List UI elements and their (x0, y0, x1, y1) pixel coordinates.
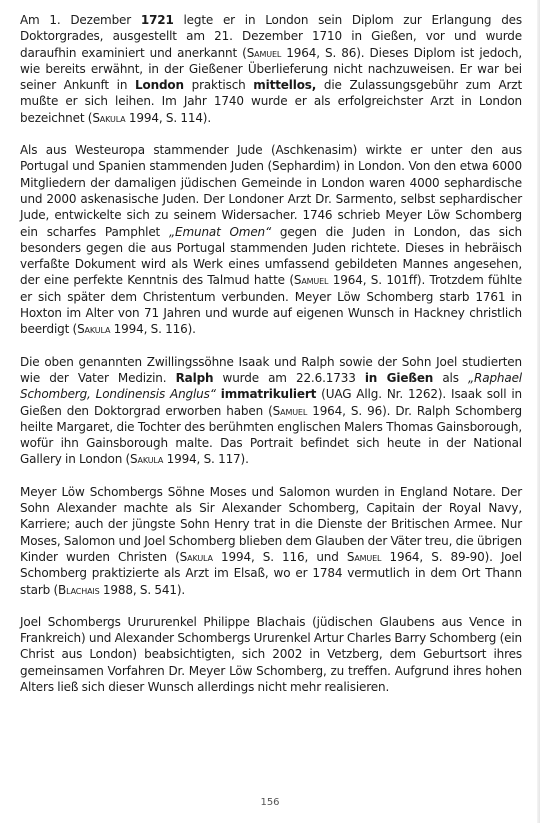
text-run: (UAG Allg. Nr. 1262). Isaak soll in Gießen den Doktorgrad erworben haben ( (20, 387, 522, 418)
text-run: Als aus Westeuropa stammender Jude (Aschkenasim) wirkte er unter den aus Portugal und Spanien stammenden Juden (Sephardim) in London. Von den etwa 6000 Mitgliedern der damaligen jüdischen Gemeinde in London waren 4000 sephardische und 2000 askenasische Juden. Der Londoner Arzt Dr. Sarmento, selbst sephardischer Jude, entwickelte sich zu seinem Widersacher. 1746 schrieb Meyer Löw Schomberg ein scharfes Pamphlet (20, 143, 522, 239)
text-run: 1964, S. 96). Dr. Ralph Schomberg heilte Margaret, die Tochter des berühmten englischen Malers Thomas Gainsborough, wofür ihn Gainsborough malte. Das Portrait befindet sich heute in der National Gallery in London ( (20, 403, 522, 467)
paragraph-2 (20, 142, 522, 338)
page-number: 156 (260, 797, 280, 808)
text-run: 1964, S. 89-90). Joel Schomberg praktizierte als Arzt im Elsaß, wo er 1784 vermutlich in dem Ort Thann starb ( (20, 549, 522, 597)
text-run: legte er in London sein Diplom zur Erlangung des Doktorgrades, ausgestellt am 21. Dezember 1710 in Gießen, vor und wurde daraufhin examiniert und anerkannt ( (20, 13, 522, 60)
text-run: Am 1. Dezember (20, 13, 141, 27)
text-run: mittellos, (253, 78, 317, 93)
text-run: 1964, S. 86). Dieses Diplom ist jedoch, wie bereits erwähnt, in der Gießener Überlieferung nicht nachzuweisen. Er war bei seiner Ankunft in (20, 45, 522, 93)
text-run: wurde am 22.6.1733 (213, 370, 365, 385)
text-run: in Gießen (364, 370, 434, 385)
paragraph-5 (20, 614, 522, 695)
text-run: 1994, S. 116, und (212, 549, 347, 564)
body-text (20, 12, 522, 695)
text-run: Blachais (58, 582, 100, 597)
text-run: 1994, S. 114). (125, 110, 211, 125)
paragraph-3 (20, 354, 522, 468)
text-run: als (433, 370, 468, 385)
text-run: 1994, S. 116). (110, 322, 196, 337)
text-run: Joel Schombergs Urururenkel Philippe Blachais (jüdischen Glaubens aus Vence in Frankreich) und Alexander Schombergs Ururenkel Artur Charles Barry Schomberg (ein Christ aus London) beabsichtigten, sich 2002 in Vetzberg, dem Geburtsort ihres gemeinsamen Vorfahren Dr. Meyer Löw Schomberg, zu treffen. Aufgrund ihres hohen Alters ließ sich dieser Wunsch allerdings nicht mehr realisieren. (20, 614, 522, 694)
text-run: Sakula (92, 110, 126, 125)
paragraph-4 (20, 484, 522, 598)
text-run: die Zulassungsgebühr zum Arzt mußte er sich leihen. Im Jahr 1740 wurde er als erfolgreichster Arzt in London bezeichnet ( (20, 78, 523, 125)
text-run: Samuel (246, 45, 282, 60)
text-run: Samuel (272, 403, 308, 418)
text-run: Sakula (77, 322, 111, 337)
text-run: 1988, S. 541). (99, 582, 186, 597)
text-run: „Emunat Omen“ (168, 224, 272, 239)
text-run: „Raphael Schomberg, Londinensis Anglus“ (20, 370, 522, 402)
text-run: Ralph (175, 370, 214, 385)
text-run: immatrikuliert (220, 387, 317, 402)
text-run: Sakula (179, 549, 213, 564)
text-run: praktisch (183, 78, 254, 93)
text-run: Die oben genannten Zwillingssöhne Isaak und Ralph sowie der Sohn Joel studierten wie der Vater Medizin. (20, 354, 522, 385)
text-run: Samuel (346, 549, 382, 564)
text-run: 1964, S. 101ff). Trotzdem fühlte er sich später dem Christentum verbunden. Meyer Löw Schomberg starb 1761 in Hoxton im Alter von 71 Jahren und wurde auf eigenen Wunsch in Hackney christlich beerdigt ( (20, 273, 522, 337)
text-run: gegen die Juden in London, das sich besonders gegen die aus Portugal stammenden Juden richtete. Dieses in hebräisch verfaßte Dokument wird als Werk eines umfassend gebildeten Mannes angesehen, der eine perfekte Kenntnis des Talmud hatte ( (20, 224, 522, 288)
text-run: London (134, 78, 184, 93)
text-run: Sakula (130, 452, 164, 467)
text-run: 1994, S. 117). (163, 452, 249, 467)
text-run: Meyer Löw Schombergs Söhne Moses und Salomon wurden in England Notare. Der Sohn Alexander machte als Sir Alexander Schomberg, Capitain der Royal Navy, Karriere; auch der jüngste Sohn Henry trat in die Dienste der Britischen Armee. Nur Moses, Salomon und Joel Schomberg blieben dem Glauben der Väter treu, die übrigen Kinder wurden Christen ( (20, 484, 522, 564)
paragraph-1 (20, 12, 522, 126)
text-run: 1721 (140, 13, 174, 27)
text-run: Samuel (293, 273, 329, 288)
